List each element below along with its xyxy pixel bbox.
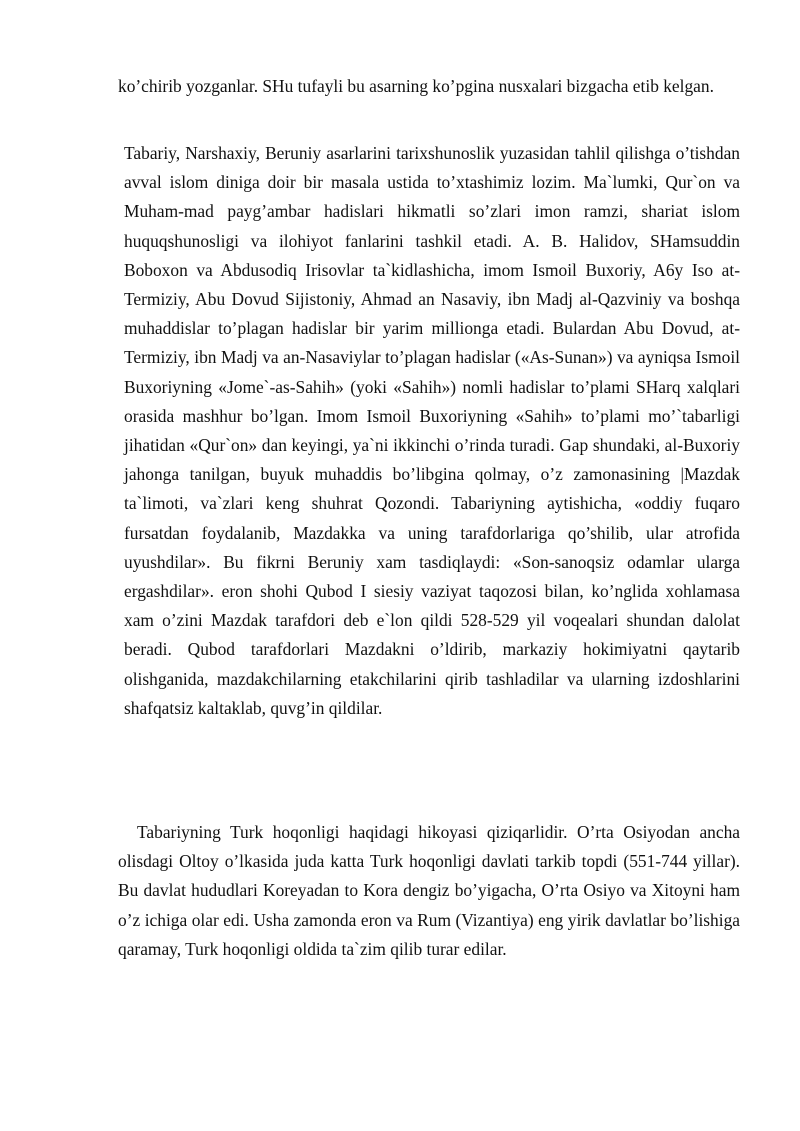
paragraph-continuation: ko’chirib yozganlar. SHu tufayli bu asarning ko’pgina nusxalari bizgacha etib kelgan. (118, 76, 714, 96)
paragraph-turk-khaganate: Tabariyning Turk hoqonligi haqidagi hikoyasi qiziqarlidir. O’rta Osiyodan ancha olisdagi Oltoy o’lkasida juda katta Turk hoqonligi davlati tarkib topdi (551-744 yillar). Bu davlat hududlari Koreyadan to Kora dengiz bo’yigacha, O’rta Osiyo va Xitoyni ham o’z ichiga olar edi. Usha zamonda eron va Rum (Vizantiya) eng yirik davlatlar bo’lishiga qaramay, Turk hoqonligi oldida ta`zim qilib turar edilar. (118, 822, 740, 959)
paragraph-hadith-mazdak: Tabariy, Narshaxiy, Beruniy asarlarini tarixshunoslik yuzasidan tahlil qilishga o’tishdan avval islom diniga doir bir masala ustida to’xtashimiz lozim. Ma`lumki, Qur`on va Muham-mad payg’ambar hadislari hikmatli so’zlari imon ramzi, shariat islom huquqshunosligi va ilohiyot fanlarini tashkil etadi. A. B. Halidov, SHamsuddin Boboxon va Abdusodiq Irisovlar ta`kidlashicha, imom Ismoil Buxoriy, A6y Iso at-Termiziy, Abu Dovud Sijistoniy, Ahmad an Nasaviy, ibn Madj al-Qazviniy va boshqa muhaddislar to’plagan hadislar bir yarim millionga etadi. Bulardan Abu Dovud, at-Termiziy, ibn Madj va an-Nasaviylar to’plagan hadislar («As-Sunan») va ayniqsa Ismoil Buxoriyning «Jome`-as-Sahih» (yoki «Sahih») nomli hadislar to’plami SHarq xalqlari orasida mashhur bo’lgan. Imom Ismoil Buxoriyning «Sahih» to’plami mo’`tabarligi jihatidan «Qur`on» dan keyingi, ya`ni ikkinchi o’rinda turadi. Gap shundaki, al-Buxoriy jahonga tanilgan, buyuk muhaddis bo’libgina qolmay, o’z zamonasining |Mazdak ta`limoti, va`zlari keng shuhrat Qozondi. Tabariyning aytishicha, «oddiy fuqaro fursatdan foydalanib, Mazdakka va uning tarafdorlariga qo’shilib, ular atrofida uyushdilar». Bu fikrni Beruniy xam tasdiqlaydi: «Son-sanoqsiz odamlar ularga ergashdilar». eron shohi Qubod I siesiy vaziyat taqozosi bilan, ko’nglida xohlamasa xam o’zini Mazdak tarafdori deb e`lon qildi 528-529 yil voqealari shundan dalolat beradi. Qubod tarafdorlari Mazdakni o’ldirib, markaziy hokimiyatni qaytarib olishganida, mazdakchilarning etakchilarini qirib tashladilar va ularning izdoshlarini shafqatsiz kaltaklab, quvg’in qildilar. (124, 143, 740, 718)
